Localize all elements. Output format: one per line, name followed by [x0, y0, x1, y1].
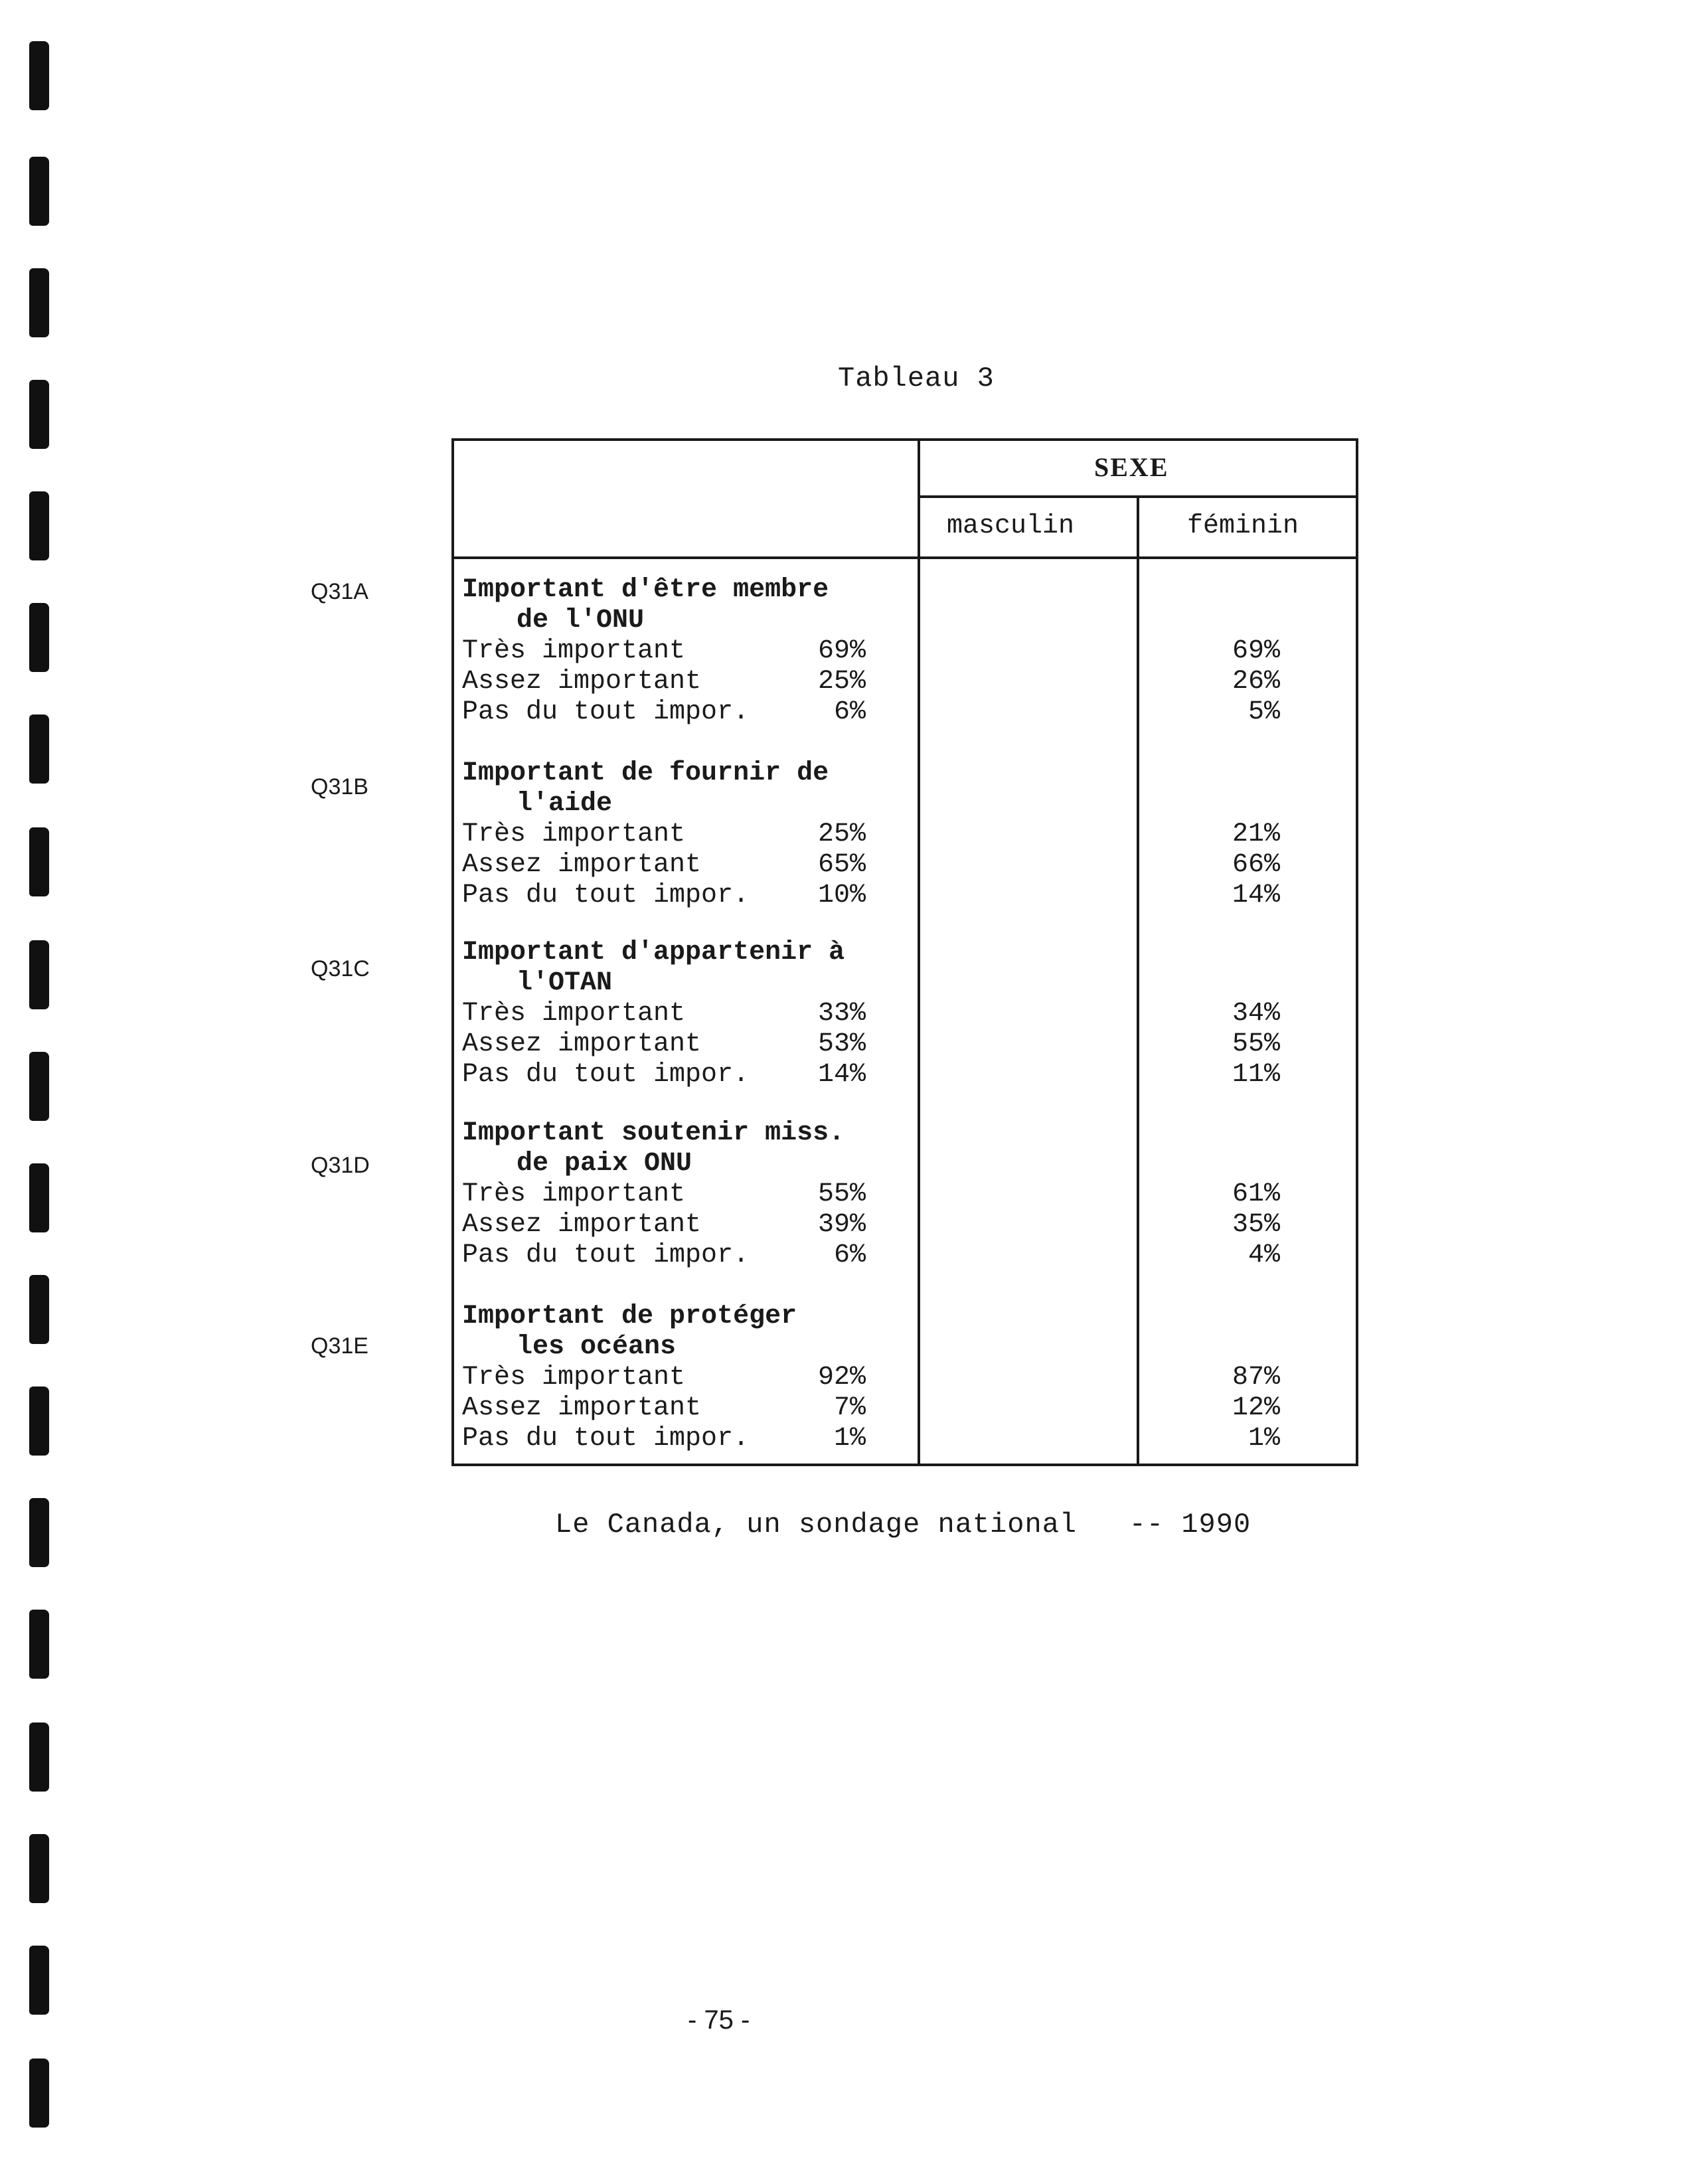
- binding-hole: [29, 268, 49, 337]
- table-row: [462, 697, 1352, 728]
- cell-feminin: 87%: [1232, 1363, 1280, 1392]
- binding-hole: [29, 1163, 49, 1232]
- question-title: Important d'appartenir à: [462, 938, 845, 967]
- table-row: [462, 881, 1352, 911]
- question-title-continued: les océans: [517, 1332, 677, 1362]
- cell-feminin: 26%: [1232, 667, 1280, 697]
- table-divider-group-header: [918, 495, 1358, 498]
- cell-masculin: 53%: [817, 1029, 866, 1059]
- cell-feminin: 66%: [1232, 850, 1280, 880]
- response-label: Pas du tout impor.: [462, 697, 750, 727]
- cell-masculin: 6%: [833, 697, 866, 727]
- table-row: [462, 819, 1352, 850]
- cell-masculin: 14%: [817, 1060, 866, 1090]
- cell-masculin: 10%: [817, 881, 866, 910]
- table-row: [462, 636, 1352, 667]
- binding-hole: [29, 41, 49, 110]
- table-source-caption: Le Canada, un sondage national -- 1990: [555, 1509, 1251, 1541]
- response-label: Très important: [462, 999, 686, 1029]
- question-code: Q31B: [311, 774, 368, 799]
- response-label: Assez important: [462, 1210, 702, 1240]
- question-code: Q31A: [311, 579, 368, 604]
- question-block: [462, 1302, 1352, 1454]
- cell-feminin: 5%: [1247, 697, 1280, 727]
- table-row: [462, 1363, 1352, 1393]
- cell-feminin: 1%: [1247, 1424, 1280, 1454]
- binding-hole: [29, 2058, 49, 2128]
- cell-masculin: 92%: [817, 1363, 866, 1392]
- question-block: [462, 1118, 1352, 1271]
- question-title: Important soutenir miss.: [462, 1118, 845, 1148]
- binding-hole: [29, 380, 49, 449]
- binding-hole: [29, 157, 49, 226]
- binding-hole: [29, 827, 49, 896]
- cell-masculin: 1%: [833, 1424, 866, 1454]
- question-code: Q31D: [311, 1153, 370, 1178]
- binding-hole: [29, 1275, 49, 1344]
- cell-masculin: 33%: [817, 999, 866, 1029]
- question-title: Important de protéger: [462, 1302, 797, 1331]
- cell-feminin: 11%: [1232, 1060, 1280, 1090]
- binding-hole: [29, 1834, 49, 1903]
- table-row: [462, 1029, 1352, 1060]
- table-row: [462, 850, 1352, 881]
- response-label: Très important: [462, 819, 686, 849]
- question-block: [462, 758, 1352, 911]
- cell-masculin: 65%: [817, 850, 866, 880]
- cell-feminin: 14%: [1232, 881, 1280, 910]
- binding-hole: [29, 1052, 49, 1121]
- question-title-continued: l'aide: [517, 789, 613, 819]
- question-code: Q31E: [311, 1333, 368, 1359]
- response-label: Assez important: [462, 1029, 702, 1059]
- table-row: [462, 1424, 1352, 1454]
- cell-feminin: 55%: [1232, 1029, 1280, 1059]
- cell-feminin: 34%: [1232, 999, 1280, 1029]
- response-label: Pas du tout impor.: [462, 1060, 750, 1090]
- binding-hole: [29, 491, 49, 560]
- question-code: Q31C: [311, 956, 370, 981]
- cell-feminin: 4%: [1247, 1240, 1280, 1270]
- question-title-continued: l'OTAN: [517, 968, 613, 998]
- cell-masculin: 69%: [817, 636, 866, 666]
- cell-masculin: 25%: [817, 819, 866, 849]
- cell-masculin: 25%: [817, 667, 866, 697]
- table-title: Tableau 3: [838, 363, 995, 394]
- response-label: Pas du tout impor.: [462, 1424, 750, 1454]
- header-col-feminin: féminin: [1187, 511, 1299, 541]
- response-label: Pas du tout impor.: [462, 881, 750, 910]
- binding-holes: [29, 0, 56, 2184]
- cell-masculin: 6%: [833, 1240, 866, 1270]
- response-label: Très important: [462, 1363, 686, 1392]
- binding-hole: [29, 1610, 49, 1679]
- response-label: Très important: [462, 1179, 686, 1209]
- question-block: [462, 575, 1352, 728]
- response-label: Assez important: [462, 850, 702, 880]
- table-row: [462, 1240, 1352, 1271]
- binding-hole: [29, 1946, 49, 2015]
- binding-hole: [29, 940, 49, 1009]
- question-title: Important d'être membre: [462, 575, 829, 605]
- table-row: [462, 1393, 1352, 1424]
- question-block: [462, 938, 1352, 1090]
- binding-hole: [29, 1722, 49, 1792]
- table-row: [462, 999, 1352, 1029]
- cell-feminin: 12%: [1232, 1393, 1280, 1423]
- binding-hole: [29, 1498, 49, 1567]
- response-label: Assez important: [462, 667, 702, 697]
- response-label: Assez important: [462, 1393, 702, 1423]
- response-label: Pas du tout impor.: [462, 1240, 750, 1270]
- header-col-masculin: masculin: [947, 511, 1075, 541]
- response-label: Très important: [462, 636, 686, 666]
- table-row: [462, 1179, 1352, 1210]
- binding-hole: [29, 714, 49, 784]
- binding-hole: [29, 1386, 49, 1456]
- header-group-sexe: SEXE: [1094, 452, 1169, 482]
- question-title-continued: de paix ONU: [517, 1149, 692, 1179]
- cell-feminin: 21%: [1232, 819, 1280, 849]
- table-row: [462, 1060, 1352, 1090]
- page-number: - 75 -: [688, 2005, 750, 2035]
- cell-masculin: 39%: [817, 1210, 866, 1240]
- binding-hole: [29, 603, 49, 672]
- cell-masculin: 55%: [817, 1179, 866, 1209]
- cell-feminin: 61%: [1232, 1179, 1280, 1209]
- cell-feminin: 69%: [1232, 636, 1280, 666]
- table-divider-header: [451, 556, 1358, 559]
- question-title-continued: de l'ONU: [517, 606, 645, 635]
- question-title: Important de fournir de: [462, 758, 829, 788]
- cell-masculin: 7%: [833, 1393, 866, 1423]
- table-row: [462, 1210, 1352, 1240]
- cell-feminin: 35%: [1232, 1210, 1280, 1240]
- table-row: [462, 667, 1352, 697]
